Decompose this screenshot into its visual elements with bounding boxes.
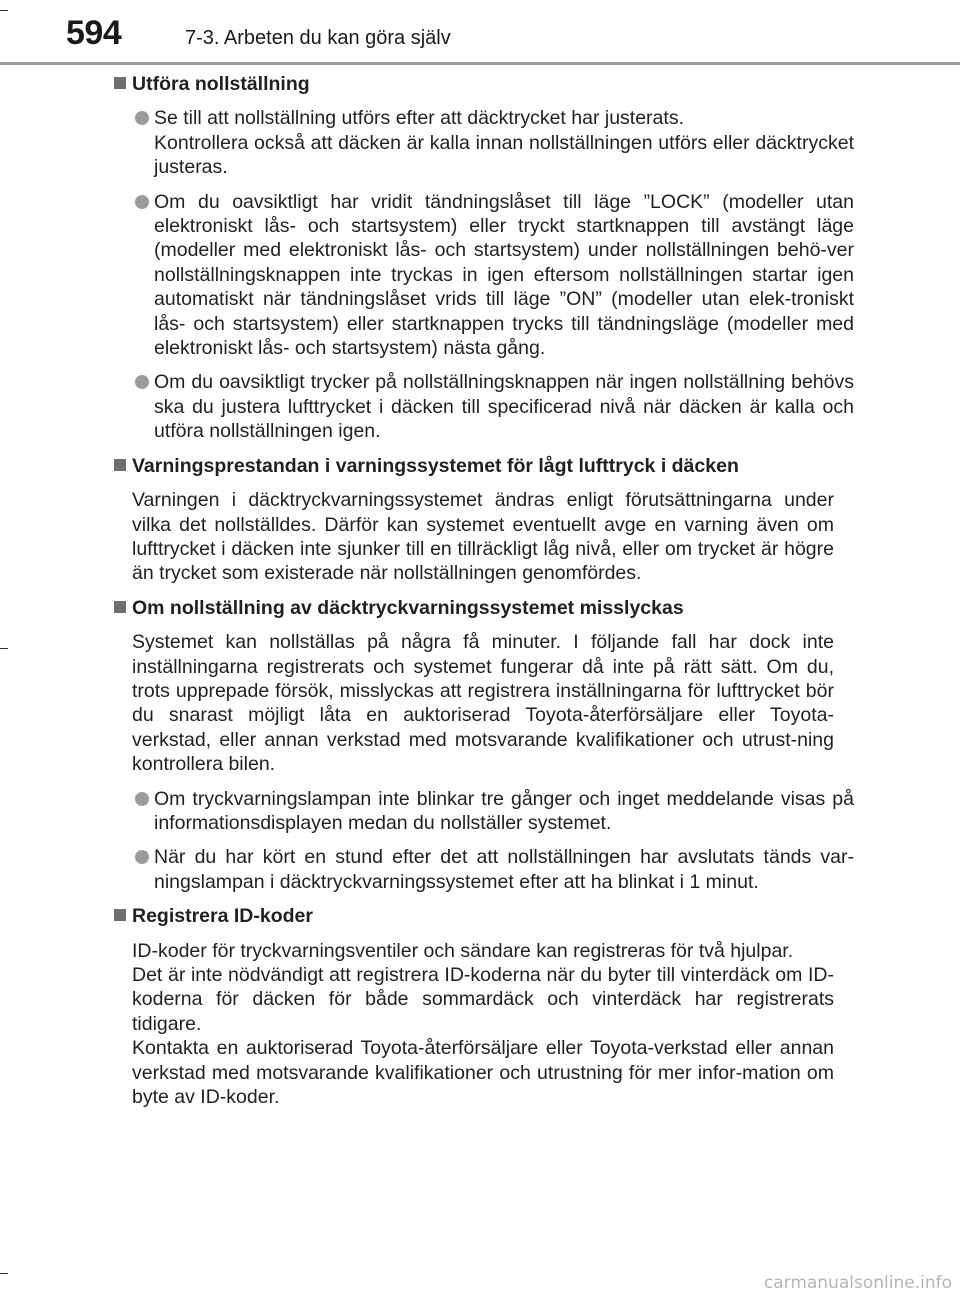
bullet-item: Se till att nollställning utförs efter att däcktrycket har justerats. Kontrollera också att däcken är kalla innan nollställningen utförs eller däcktrycket justeras.	[112, 106, 854, 179]
round-bullet-icon	[135, 195, 149, 209]
section-heading: Utföra nollställning	[112, 72, 854, 96]
page-number: 594	[66, 14, 122, 52]
square-bullet-icon	[114, 909, 126, 921]
round-bullet-icon	[135, 375, 149, 389]
page-header	[0, 0, 960, 62]
bullet-item: Om du oavsiktligt har vridit tändningslåset till läge ”LOCK” (modeller utan elektroniskt lås- och startsystem) eller tryckt startknappen till avstängt läge (modeller med elektroniskt lås- och startsystem) under nollställningen behö-ver nollställningsknappen inte tryckas in igen eftersom nollställningen startar igen automatiskt när tändningslåset vrids till läge ”ON” (modeller utan elek-troniskt lås- och startsystem) eller startknappen trycks till tändningsläge (modeller med elektroniskt lås- och startsystem) nästa gång.	[112, 190, 854, 361]
round-bullet-icon	[135, 792, 149, 806]
square-bullet-icon	[114, 459, 126, 471]
square-bullet-icon	[114, 77, 126, 89]
body-paragraph: ID-koder för tryckvarningsventiler och sändare kan registreras för två hjulpar. Det är inte nödvändigt att registrera ID-koderna när du byter till vinterdäck om ID-koderna för däcken för både sommardäck och vinterdäck har registrerats tidigare. Kontakta en auktoriserad Toyota-återförsäljare eller Toyota-verkstad eller annan verkstad med motsvarande kvalifikationer och utrustning för mer infor-mation om byte av ID-koder.	[132, 939, 834, 1109]
document-body	[112, 72, 854, 1119]
section-heading: Registrera ID-koder	[112, 904, 854, 928]
bullet-item: Om tryckvarningslampan inte blinkar tre gånger och inget meddelande visas på informationsdisplayen medan du nollställer systemet.	[112, 787, 854, 836]
square-bullet-icon	[114, 601, 126, 613]
crop-mark	[0, 648, 8, 649]
bullet-item: Om du oavsiktligt trycker på nollställningsknappen när ingen nollställning behövs ska du justera lufttrycket i däcken till specificerad nivå när däcken är kalla och utföra nollställningen igen.	[112, 370, 854, 443]
round-bullet-icon	[135, 850, 149, 864]
crop-mark	[0, 10, 8, 11]
section-heading: Om nollställning av däcktryckvarningssystemet misslyckas	[112, 596, 854, 620]
bullet-item: När du har kört en stund efter det att nollställningen har avslutats tänds var-ningslampan i däcktryckvarningssystemet efter att ha blinkat i 1 minut.	[112, 845, 854, 894]
body-paragraph: Varningen i däcktryckvarningssystemet ändras enligt förutsättningarna under vilka det nollställdes. Därför kan systemet eventuellt avge en varning även om lufttrycket i däcken inte sjunker till en tillräckligt låg nivå, eller om trycket är högre än trycket som existerade när nollställningen genomfördes.	[132, 489, 834, 585]
header-divider	[0, 62, 960, 65]
crop-mark	[0, 1273, 8, 1274]
watermark: carmanualsonline.info	[763, 1273, 952, 1293]
round-bullet-icon	[135, 111, 149, 125]
body-paragraph: Systemet kan nollställas på några få minuter. I följande fall har dock inte inställningarna registrerats och systemet fungerar då inte på rätt sätt. Om du, trots upprepade försök, misslyckas att registrera inställningarna för lufttrycket bör du snarast möjligt låta en auktoriserad Toyota-återförsäljare eller Toyota-verkstad, eller annan verkstad med motsvarande kvalifikationer och utrust-ning kontrollera bilen.	[132, 631, 834, 776]
section-title: 7-3. Arbeten du kan göra själv	[185, 27, 451, 49]
section-heading: Varningsprestandan i varningssystemet för lågt lufttryck i däcken	[112, 454, 854, 478]
